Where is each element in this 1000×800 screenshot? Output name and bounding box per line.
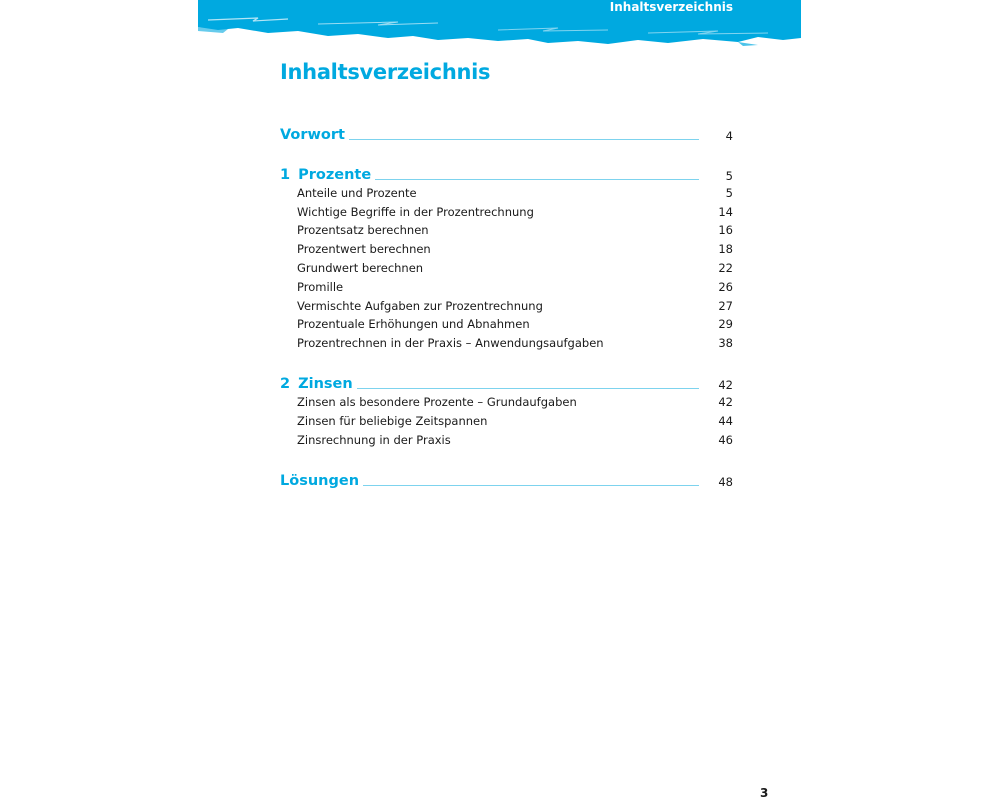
section-title: Prozentrechnen in der Praxis – Anwendungsaufgaben [297,336,604,350]
chapter-page: 5 [725,169,733,183]
toc-entry-page: 4 [725,129,733,143]
section-title: Anteile und Prozente [297,186,417,200]
section-title: Prozentuale Erhöhungen und Abnahmen [297,317,530,331]
toc-section[interactable] [297,334,733,352]
chapter-title: Prozente [298,167,372,183]
section-title: Prozentsatz berechnen [297,223,429,237]
section-page: 42 [718,395,733,409]
section-title: Vermischte Aufgaben zur Prozentrechnung [297,299,543,313]
chapter-number: 2 [280,376,291,392]
toc-section[interactable] [297,412,733,430]
toc-chapter-1[interactable] [280,162,733,184]
toc-section[interactable] [297,393,733,411]
toc-section[interactable] [297,431,733,449]
section-page: 16 [718,223,733,237]
header-section-label: Inhaltsverzeichnis [609,0,733,14]
toc-section[interactable] [297,297,733,315]
chapter-title: Zinsen [298,376,353,392]
toc-chapter-2[interactable] [280,371,733,393]
toc-section[interactable] [297,240,733,258]
toc-section[interactable] [297,315,733,333]
leader-line [363,484,699,486]
section-page: 44 [718,414,733,428]
toc-entry-title: Vorwort [280,127,345,143]
section-page: 29 [718,317,733,331]
toc-section[interactable] [297,221,733,239]
section-title: Grundwert berechnen [297,261,424,275]
section-page: 38 [718,336,733,350]
section-page: 27 [718,299,733,313]
section-title: Zinsrechnung in der Praxis [297,433,451,447]
page-number: 3 [760,786,769,800]
section-page: 22 [718,261,733,275]
leader-line [349,138,699,140]
page-title: Inhaltsverzeichnis [280,60,491,84]
leader-line [375,178,699,180]
section-page: 26 [718,280,733,294]
toc-section[interactable] [297,278,733,296]
section-title: Zinsen als besondere Prozente – Grundaufgaben [297,395,577,409]
section-title: Wichtige Begriffe in der Prozentrechnung [297,205,534,219]
section-page: 46 [718,433,733,447]
toc-entry-loesungen[interactable] [280,468,733,490]
section-title: Prozentwert berechnen [297,242,431,256]
header-band [198,0,801,46]
leader-line [357,387,699,389]
section-page: 5 [725,186,733,200]
section-title: Zinsen für beliebige Zeitspannen [297,414,488,428]
section-page: 18 [718,242,733,256]
toc-section[interactable] [297,259,733,277]
chapter-page: 42 [718,378,733,392]
toc-entry-title: Lösungen [280,473,360,489]
toc-entry-page: 48 [718,475,733,489]
toc-entry-vorwort[interactable] [280,122,733,144]
toc-section[interactable] [297,203,733,221]
section-page: 14 [718,205,733,219]
chapter-number: 1 [280,167,291,183]
section-title: Promille [297,280,344,294]
toc-section[interactable] [297,184,733,202]
